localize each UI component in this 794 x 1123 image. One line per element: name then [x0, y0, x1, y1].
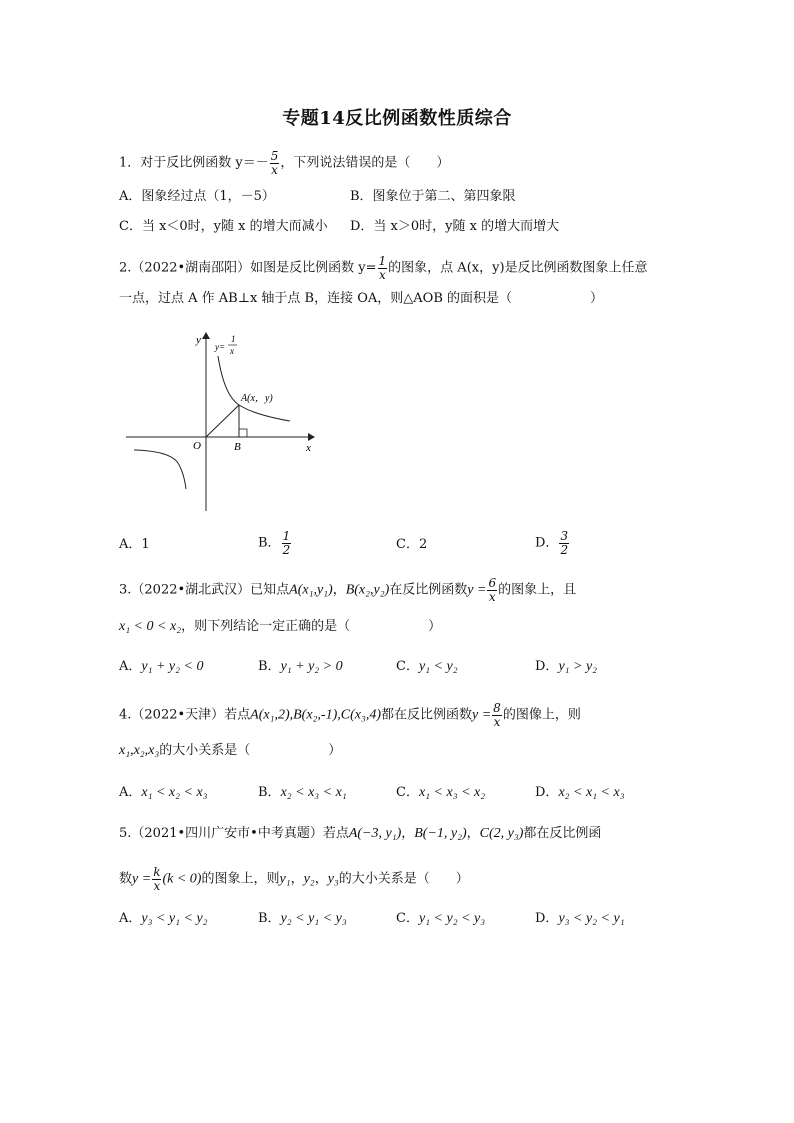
q4-d-prefix: D． [535, 785, 559, 800]
q2-frac-num: 1 [378, 254, 387, 268]
q3-stem-line2 [119, 620, 441, 634]
q2-b-den: 2 [282, 542, 291, 557]
q3-a-prefix: A． [119, 659, 142, 674]
q3-frac-den: x [488, 589, 496, 604]
q3-b-prefix: B． [258, 659, 281, 674]
q5-line2-pre: 数 [119, 871, 133, 887]
q3-stem-post: 的图象上，且 [498, 582, 577, 598]
origin-label: O [193, 440, 201, 452]
q3-option-b [258, 660, 343, 674]
q3-option-a [119, 660, 203, 674]
q5-point-b: B(−1, y₂) [414, 826, 467, 841]
q3-separator: ， [332, 582, 346, 598]
q4-option-d [535, 786, 625, 800]
q1-option-d: D．当 x＞0时，y随 x 的增大而增大 [350, 219, 560, 234]
q5-var-y3: y₃ [327, 871, 339, 887]
q4-c-prefix: C． [396, 785, 419, 800]
q4-a-prefix: A． [119, 785, 142, 800]
q3-condition: x₁ < 0 < x₂ [119, 619, 182, 634]
q2-d-den: 2 [560, 542, 569, 557]
q4-stem-line2 [119, 744, 341, 758]
point-a-label: A(x，y) [241, 393, 273, 404]
q5-stem: 5.（2021•四川广安市•中考真题）若点A(−3, y₁)，B(−1, y₂)，C(2, y₃)都在反比例函 [119, 826, 602, 841]
q4-frac-den: x [493, 714, 501, 729]
q5-option-c [396, 912, 485, 926]
q5-point-c: C(2, y₃) [479, 826, 524, 841]
q3-point-a: A(x₁,y₁) [289, 582, 333, 598]
q4-stem [119, 702, 581, 728]
q3-d-expr: y₁ > y₂ [558, 659, 598, 674]
q2-fraction [378, 255, 388, 281]
q5-function: y = [132, 871, 152, 887]
q3-option-d [535, 660, 597, 674]
q5-b-expr: y₂ < y₁ < y₃ [280, 911, 347, 926]
q4-function: y = [472, 707, 492, 723]
q2-d-num: 3 [560, 529, 569, 543]
q1-frac-num: 5 [270, 149, 279, 163]
q5-var-y2: y₂ [303, 871, 315, 887]
q5-frac-num: k [153, 865, 161, 879]
q5-option-a [119, 912, 208, 926]
q5-fraction [152, 866, 161, 892]
q5-stem-line2: 数y = $\frac{k}{x}$ (k < 0)的图象上，则y₁，y₂，y₃的大小关系是（ ） [119, 865, 469, 893]
q3-a-expr: y₁ + y₂ < 0 [141, 659, 204, 674]
y-axis-label: y [196, 334, 201, 346]
q2-function-graph [120, 323, 320, 513]
q3-d-prefix: D． [535, 659, 559, 674]
q5-c-expr: y₁ < y₂ < y₃ [418, 911, 486, 926]
function-label-den: x [230, 346, 234, 356]
q3-stem-pre: 3.（2022•湖北武汉）已知点 [119, 582, 290, 598]
q2-option-d-fraction [559, 530, 569, 556]
q5-line2-end: 的大小关系是（ ） [338, 871, 469, 887]
function-label-pre: y= [215, 342, 226, 352]
q4-stem-pre: 4.（2022•天津）若点 [119, 707, 251, 723]
hyperbola-branch-q3 [134, 450, 186, 489]
q1-stem-post: ，下列说法错误的是（ ） [280, 155, 450, 171]
x-axis-label: x [306, 442, 311, 454]
q1-option-a: A．图象经过点（1，－5） [119, 189, 275, 204]
q3-c-prefix: C． [396, 659, 419, 674]
q4-stem-line2-post: 的大小关系是（ ） [159, 743, 342, 758]
q5-line2-post: 的图象上，则 [201, 871, 280, 887]
q2-frac-den: x [378, 267, 386, 282]
right-angle-marker [239, 429, 247, 437]
q5-b-prefix: B． [258, 911, 281, 926]
q2-option-d-prefix: D． [535, 535, 559, 551]
q4-fraction [492, 702, 502, 728]
q1-option-c: C．当 x＜0时，y随 x 的增大而减小 [119, 219, 328, 234]
q4-stem-post: 的图像上，则 [502, 707, 581, 723]
q2-option-b-fraction [282, 530, 292, 556]
function-label-num: 1 [231, 334, 236, 344]
q1-stem [119, 150, 449, 176]
q5-condition: (k < 0) [162, 871, 202, 887]
page-title: 专题14反比例函数性质综合 [282, 108, 512, 129]
q3-option-c [396, 660, 458, 674]
q4-b-prefix: B． [258, 785, 281, 800]
q3-fraction [487, 577, 497, 603]
q2-option-c: C．2 [396, 537, 428, 552]
q4-option-c [396, 786, 485, 800]
q2-stem [119, 255, 648, 281]
q3-function: y = [467, 582, 487, 598]
q3-b-expr: y₁ + y₂ > 0 [280, 659, 343, 674]
q3-frac-num: 6 [488, 576, 497, 590]
q2-stem-pre: 2.（2022•湖南邵阳）如图是反比例函数 y= [119, 260, 377, 276]
segment-oa [206, 405, 239, 437]
q2-b-num: 1 [282, 529, 291, 543]
q2-option-b [258, 530, 292, 556]
q2-stem-post: 的图象，点 A(x，y)是反比例函数图象上任意 [388, 260, 648, 276]
q4-stem-mid: 都在反比例函数 [380, 707, 472, 723]
q4-d-expr: x₂ < x₁ < x₃ [558, 785, 625, 800]
q3-stem-line2-post: ，则下列结论一定正确的是（ ） [181, 619, 442, 634]
q5-frac-den: x [153, 878, 161, 893]
q5-option-d [535, 912, 625, 926]
q1-stem-pre: 1．对于反比例函数 y＝－ [119, 155, 269, 171]
q4-b-expr: x₂ < x₃ < x₁ [280, 785, 347, 800]
q4-option-a [119, 786, 208, 800]
q5-c-prefix: C． [396, 911, 419, 926]
q1-option-b: B．图象位于第二、第四象限 [350, 189, 516, 204]
q4-option-b [258, 786, 347, 800]
point-b-label: B [234, 441, 241, 453]
q4-c-expr: x₁ < x₃ < x₂ [418, 785, 486, 800]
hyperbola-branch-q1 [218, 356, 290, 421]
q5-var-y1: y₁ [279, 871, 291, 887]
q2-option-d [535, 530, 570, 556]
q5-d-expr: y₃ < y₂ < y₁ [558, 911, 625, 926]
q1-fraction [270, 150, 280, 176]
q3-stem-mid: 在反比例函数 [389, 582, 468, 598]
q5-option-b [258, 912, 347, 926]
q2-option-b-prefix: B． [258, 535, 281, 551]
q5-d-prefix: D． [535, 911, 559, 926]
q2-option-a: A．1 [119, 537, 150, 552]
q4-variables: x₁,x₂,x₃ [119, 743, 160, 758]
q1-frac-den: x [271, 162, 278, 177]
q4-a-expr: x₁ < x₂ < x₃ [141, 785, 208, 800]
q3-c-expr: y₁ < y₂ [418, 659, 458, 674]
q5-a-expr: y₃ < y₁ < y₂ [141, 911, 208, 926]
q4-points: A(x₁,2),B(x₂,-1),C(x₃,4) [250, 707, 381, 723]
q5-stem-pre: 5.（2021•四川广安市•中考真题）若点 [119, 826, 349, 841]
q5-point-a: A(−3, y₁) [348, 826, 402, 841]
q2-stem-line2: 一点，过点 A 作 AB⊥x 轴于点 B，连接 OA，则△AOB 的面积是（ ） [119, 291, 604, 306]
q4-frac-num: 8 [493, 701, 501, 715]
q3-stem [119, 577, 576, 603]
q5-stem-mid: 都在反比例函 [523, 826, 602, 841]
q3-point-b: B(x₂,y₂) [345, 582, 390, 598]
q5-a-prefix: A． [119, 911, 142, 926]
